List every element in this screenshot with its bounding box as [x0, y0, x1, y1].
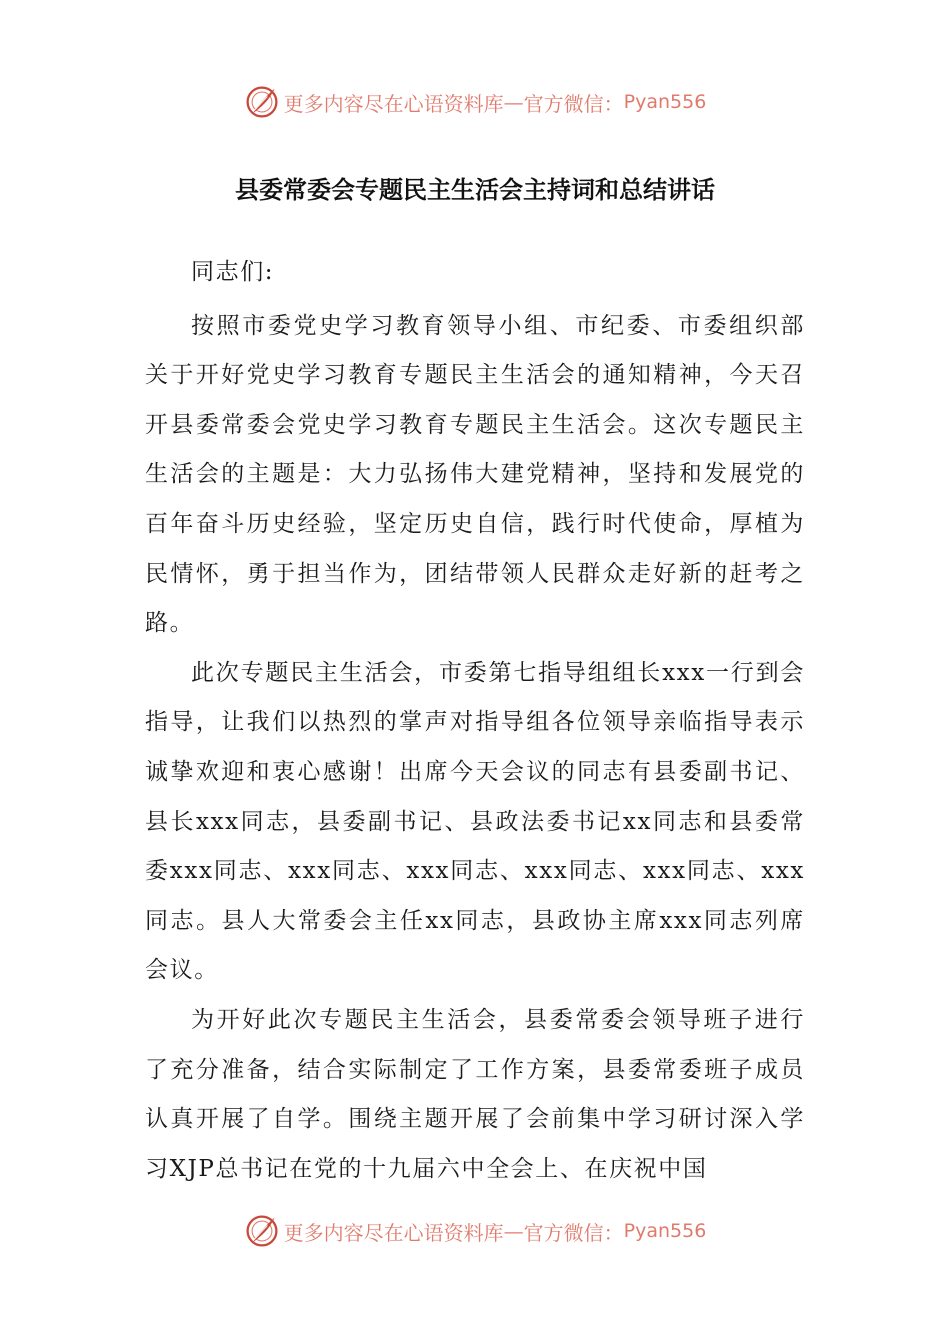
document-body: [145, 248, 805, 1194]
watermark-footer: [0, 1211, 950, 1251]
paragraph-3: 为开好此次专题民主生活会，县委常委会领导班子进行了充分准备，结合实际制定了工作方案，县委常委班子成员认真开展了自学。围绕主题开展了会前集中学习研讨深入学习XJP总书记在党的十九届六中全会上、在庆祝中国: [145, 1006, 805, 1182]
watermark-main-text: 更多内容尽在心语资料库: [283, 91, 504, 116]
watermark-main-text: 更多内容尽在心语资料库: [283, 1220, 504, 1245]
paragraph-1: 按照市委党史学习教育领导小组、市纪委、市委组织部关于开好党史学习教育专题民主生活会的通知精神，今天召开县委常委会党史学习教育专题民主生活会。这次专题民主生活会的主题是：大力弘扬伟大建党精神，坚持和发展党的百年奋斗历史经验，坚定历史自信，践行时代使命，厚植为民情怀，勇于担当作为，团结带领人民群众走好新的赶考之路。: [145, 312, 805, 637]
watermark-account: Pyan556: [623, 1220, 707, 1242]
watermark-contact-label: 官方微信：: [523, 1220, 624, 1245]
quill-circle-icon: [244, 1213, 280, 1249]
watermark-header: [0, 82, 950, 122]
watermark-contact-label: 官方微信：: [523, 91, 624, 116]
quill-circle-icon: [244, 84, 280, 120]
paragraph-2: 此次专题民主生活会，市委第七指导组组长xxx一行到会指导，让我们以热烈的掌声对指导组各位领导亲临指导表示诚挚欢迎和衷心感谢！出席今天会议的同志有县委副书记、县长xxx同志，县委副书记、县政法委书记xx同志和县委常委xxx同志、xxx同志、xxx同志、xxx同志、xxx同志、xxx同志。县人大常委会主任xx同志，县政协主席xxx同志列席会议。: [145, 659, 805, 984]
watermark-separator: —: [503, 90, 524, 114]
watermark-account: Pyan556: [623, 91, 707, 113]
watermark-separator: —: [503, 1219, 524, 1243]
salutation: 同志们:: [191, 259, 275, 285]
document-title: 县委常委会专题民主生活会主持词和总结讲话: [235, 175, 715, 204]
